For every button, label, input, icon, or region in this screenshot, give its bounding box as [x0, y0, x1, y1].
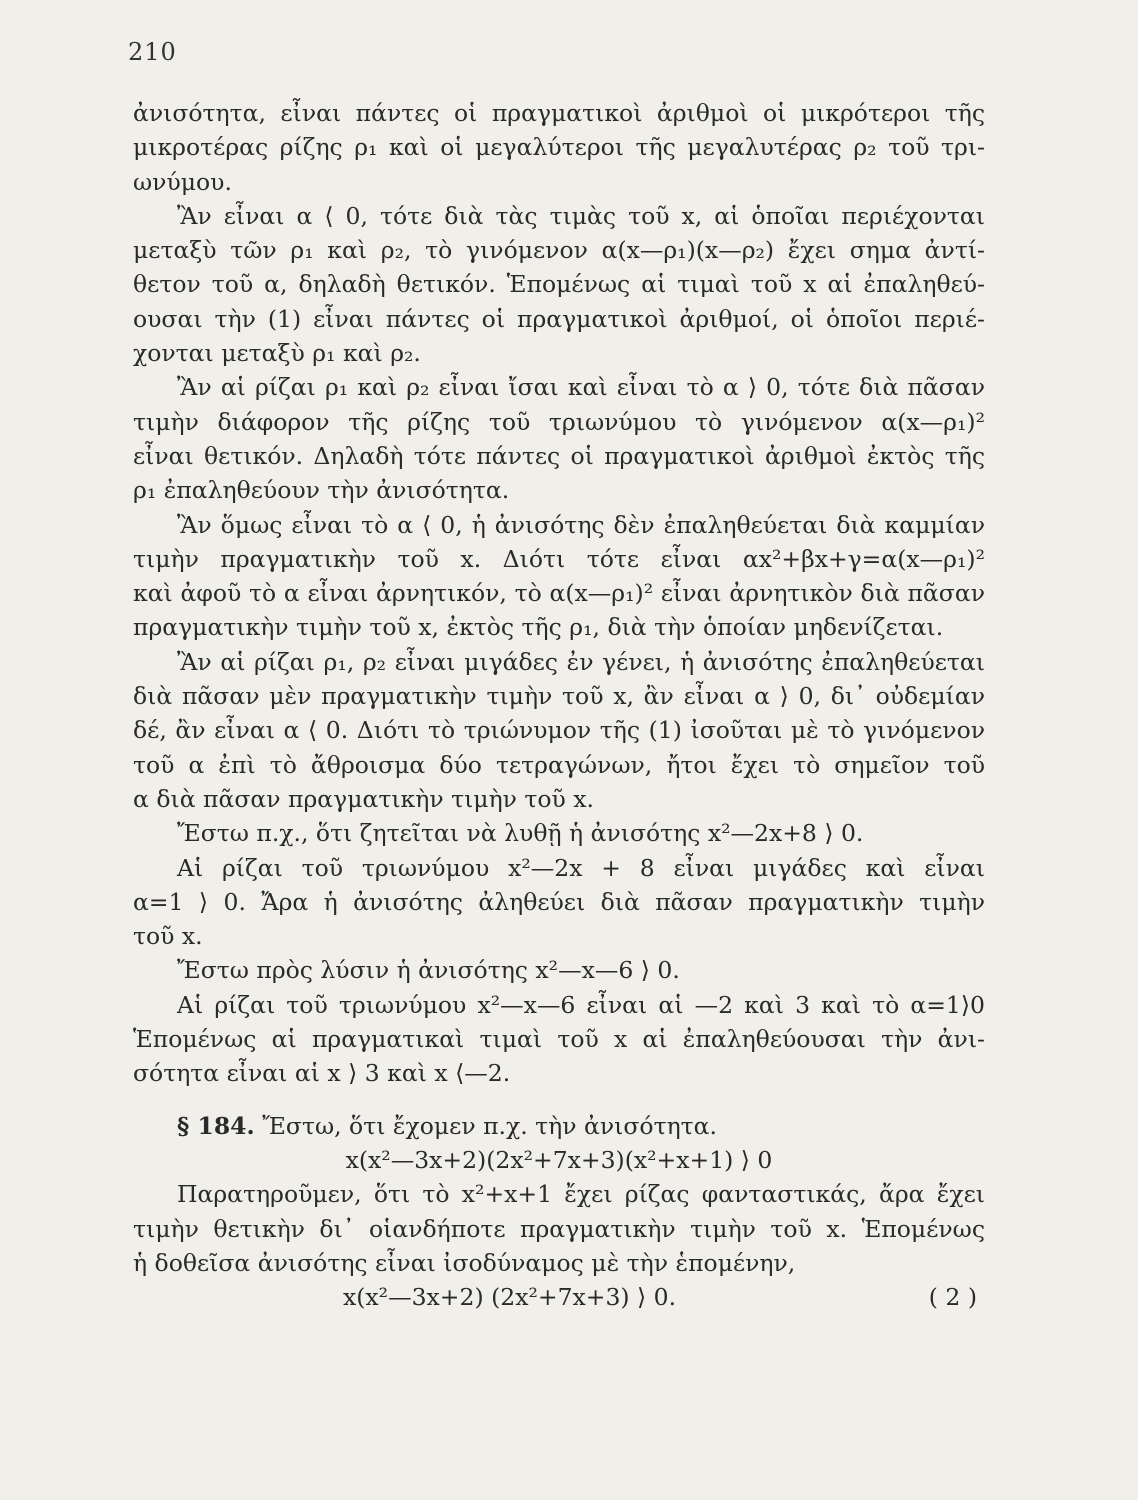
- text-line: δέ, ἂν εἶναι α ⟨ 0. Διότι τὸ τριώνυμον τῆς (1) ἰσοῦται μὲ τὸ γινόμενον: [133, 716, 985, 745]
- text-line: Ἑπομένως αἱ πραγματικαὶ τιμαὶ τοῦ x αἱ ἐπαληθεύουσαι τὴν ἀνι-: [133, 1025, 985, 1054]
- text-line: ουσαι τὴν (1) εἶναι πάντες οἱ πραγματικοὶ ἀριθμοί, οἱ ὁποῖοι περιέ-: [133, 304, 985, 333]
- text-line: Παρατηροῦμεν, ὅτι τὸ x²+x+1 ἔχει ρίζας φανταστικάς, ἄρα ἔχει: [177, 1180, 985, 1209]
- section-heading: [133, 1109, 985, 1143]
- text-line: α=1 ⟩ 0. Ἄρα ἡ ἀνισότης ἀληθεύει διὰ πᾶσαν πραγματικὴν τιμὴν: [133, 887, 985, 916]
- text-line: Ἂν αἱ ρίζαι ρ₁ καὶ ρ₂ εἶναι ἴσαι καὶ εἶναι τὸ α ⟩ 0, τότε διὰ πᾶσαν: [177, 373, 985, 402]
- equation-tag: ( 2 ): [928, 1283, 977, 1312]
- text-line: Αἱ ρίζαι τοῦ τριωνύμου x²—2x + 8 εἶναι μιγάδες καὶ εἶναι: [177, 853, 985, 882]
- text-line: ἡ δοθεῖσα ἀνισότης εἶναι ἰσοδύναμος μὲ τὴν ἑπομένην,: [133, 1248, 796, 1277]
- equation: x(x²—3x+2) (2x²+7x+3) ⟩ 0.: [343, 1283, 677, 1312]
- text-line: τοῦ x.: [133, 922, 203, 951]
- page-body: [133, 96, 985, 1314]
- section-intro: Ἔστω, ὅτι ἔχομεν π.χ. τὴν ἀνισότητα.: [262, 1111, 717, 1140]
- text-line: Ἂν αἱ ρίζαι ρ₁, ρ₂ εἶναι μιγάδες ἐν γένει, ἡ ἀνισότης ἐπαληθεύεται: [177, 647, 985, 676]
- text-line: μικροτέρας ρίζης ρ₁ καὶ οἱ μεγαλύτεροι τῆς μεγαλυτέρας ρ₂ τοῦ τρι-: [133, 133, 985, 162]
- text-line: α διὰ πᾶσαν πραγματικὴν τιμὴν τοῦ x.: [133, 784, 595, 813]
- text-line: Ἔστω π.χ., ὅτι ζητεῖται νὰ λυθῇ ἡ ἀνισότης x²—2x+8 ⟩ 0.: [177, 819, 864, 848]
- text-line: Ἂν εἶναι α ⟨ 0, τότε διὰ τὰς τιμὰς τοῦ x, αἱ ὁποῖαι περιέχονται: [177, 201, 985, 230]
- text-line: εἶναι θετικόν. Δηλαδὴ τότε πάντες οἱ πραγματικοὶ ἀριθμοὶ ἐκτὸς τῆς: [133, 441, 985, 470]
- text-line: πραγματικὴν τιμὴν τοῦ x, ἐκτὸς τῆς ρ₁, διὰ τὴν ὁποίαν μηδενίζεται.: [133, 613, 944, 642]
- text-line: θετον τοῦ α, δηλαδὴ θετικόν. Ἑπομένως αἱ τιμαὶ τοῦ x αἱ ἐπαληθεύ-: [133, 270, 985, 299]
- text-line: τιμὴν διάφορον τῆς ρίζης τοῦ τριωνύμου τὸ γινόμενον α(x—ρ₁)²: [133, 407, 985, 436]
- text-line: Ἂν ὅμως εἶναι τὸ α ⟨ 0, ἡ ἀνισότης δὲν ἐπαληθεύεται διὰ καμμίαν: [177, 510, 985, 539]
- text-line: μεταξὺ τῶν ρ₁ καὶ ρ₂, τὸ γινόμενον α(x—ρ₁)(x—ρ₂) ἔχει σημα ἀντί-: [133, 236, 985, 265]
- text-line: τιμὴν πραγματικὴν τοῦ x. Διότι τότε εἶναι αx²+βx+γ=α(x—ρ₁)²: [133, 544, 985, 573]
- text-line: Αἱ ρίζαι τοῦ τριωνύμου x²—x—6 εἶναι αἱ —2 καὶ 3 καὶ τὸ α=1⟩0: [177, 990, 985, 1019]
- text-line: ἀνισότητα, εἶναι πάντες οἱ πραγματικοὶ ἀριθμοὶ οἱ μικρότεροι τῆς: [133, 99, 985, 127]
- section-number: § 184.: [177, 1111, 255, 1140]
- text-line: τιμὴν θετικὴν δι᾽ οἱανδήποτε πραγματικὴν τιμὴν τοῦ x. Ἑπομένως: [133, 1214, 985, 1243]
- inequality-display: x(x²—3x+2)(2x²+7x+3)(x²+x+1) ⟩ 0: [345, 1145, 773, 1174]
- equation-row: [133, 1280, 985, 1314]
- text-line: ωνύμου.: [133, 167, 232, 196]
- text-line: Ἔστω πρὸς λύσιν ἡ ἀνισότης x²—x—6 ⟩ 0.: [177, 956, 680, 985]
- text-line: χονται μεταξὺ ρ₁ καὶ ρ₂.: [133, 339, 421, 368]
- text-line: διὰ πᾶσαν μὲν πραγματικὴν τιμὴν τοῦ x, ἂν εἶναι α ⟩ 0, δι᾽ οὐδεμίαν: [133, 682, 985, 711]
- text-line: σότητα εἶναι αἱ x ⟩ 3 καὶ x ⟨—2.: [133, 1059, 511, 1088]
- text-line: ρ₁ ἐπαληθεύουν τὴν ἀνισότητα.: [133, 476, 510, 505]
- text-line: τοῦ α ἐπὶ τὸ ἄθροισμα δύο τετραγώνων, ἤτοι ἔχει τὸ σημεῖον τοῦ: [133, 750, 985, 779]
- page-number: 210: [128, 38, 177, 66]
- text-line: καὶ ἀφοῦ τὸ α εἶναι ἀρνητικόν, τὸ α(x—ρ₁)² εἶναι ἀρνητικὸν διὰ πᾶσαν: [133, 579, 985, 608]
